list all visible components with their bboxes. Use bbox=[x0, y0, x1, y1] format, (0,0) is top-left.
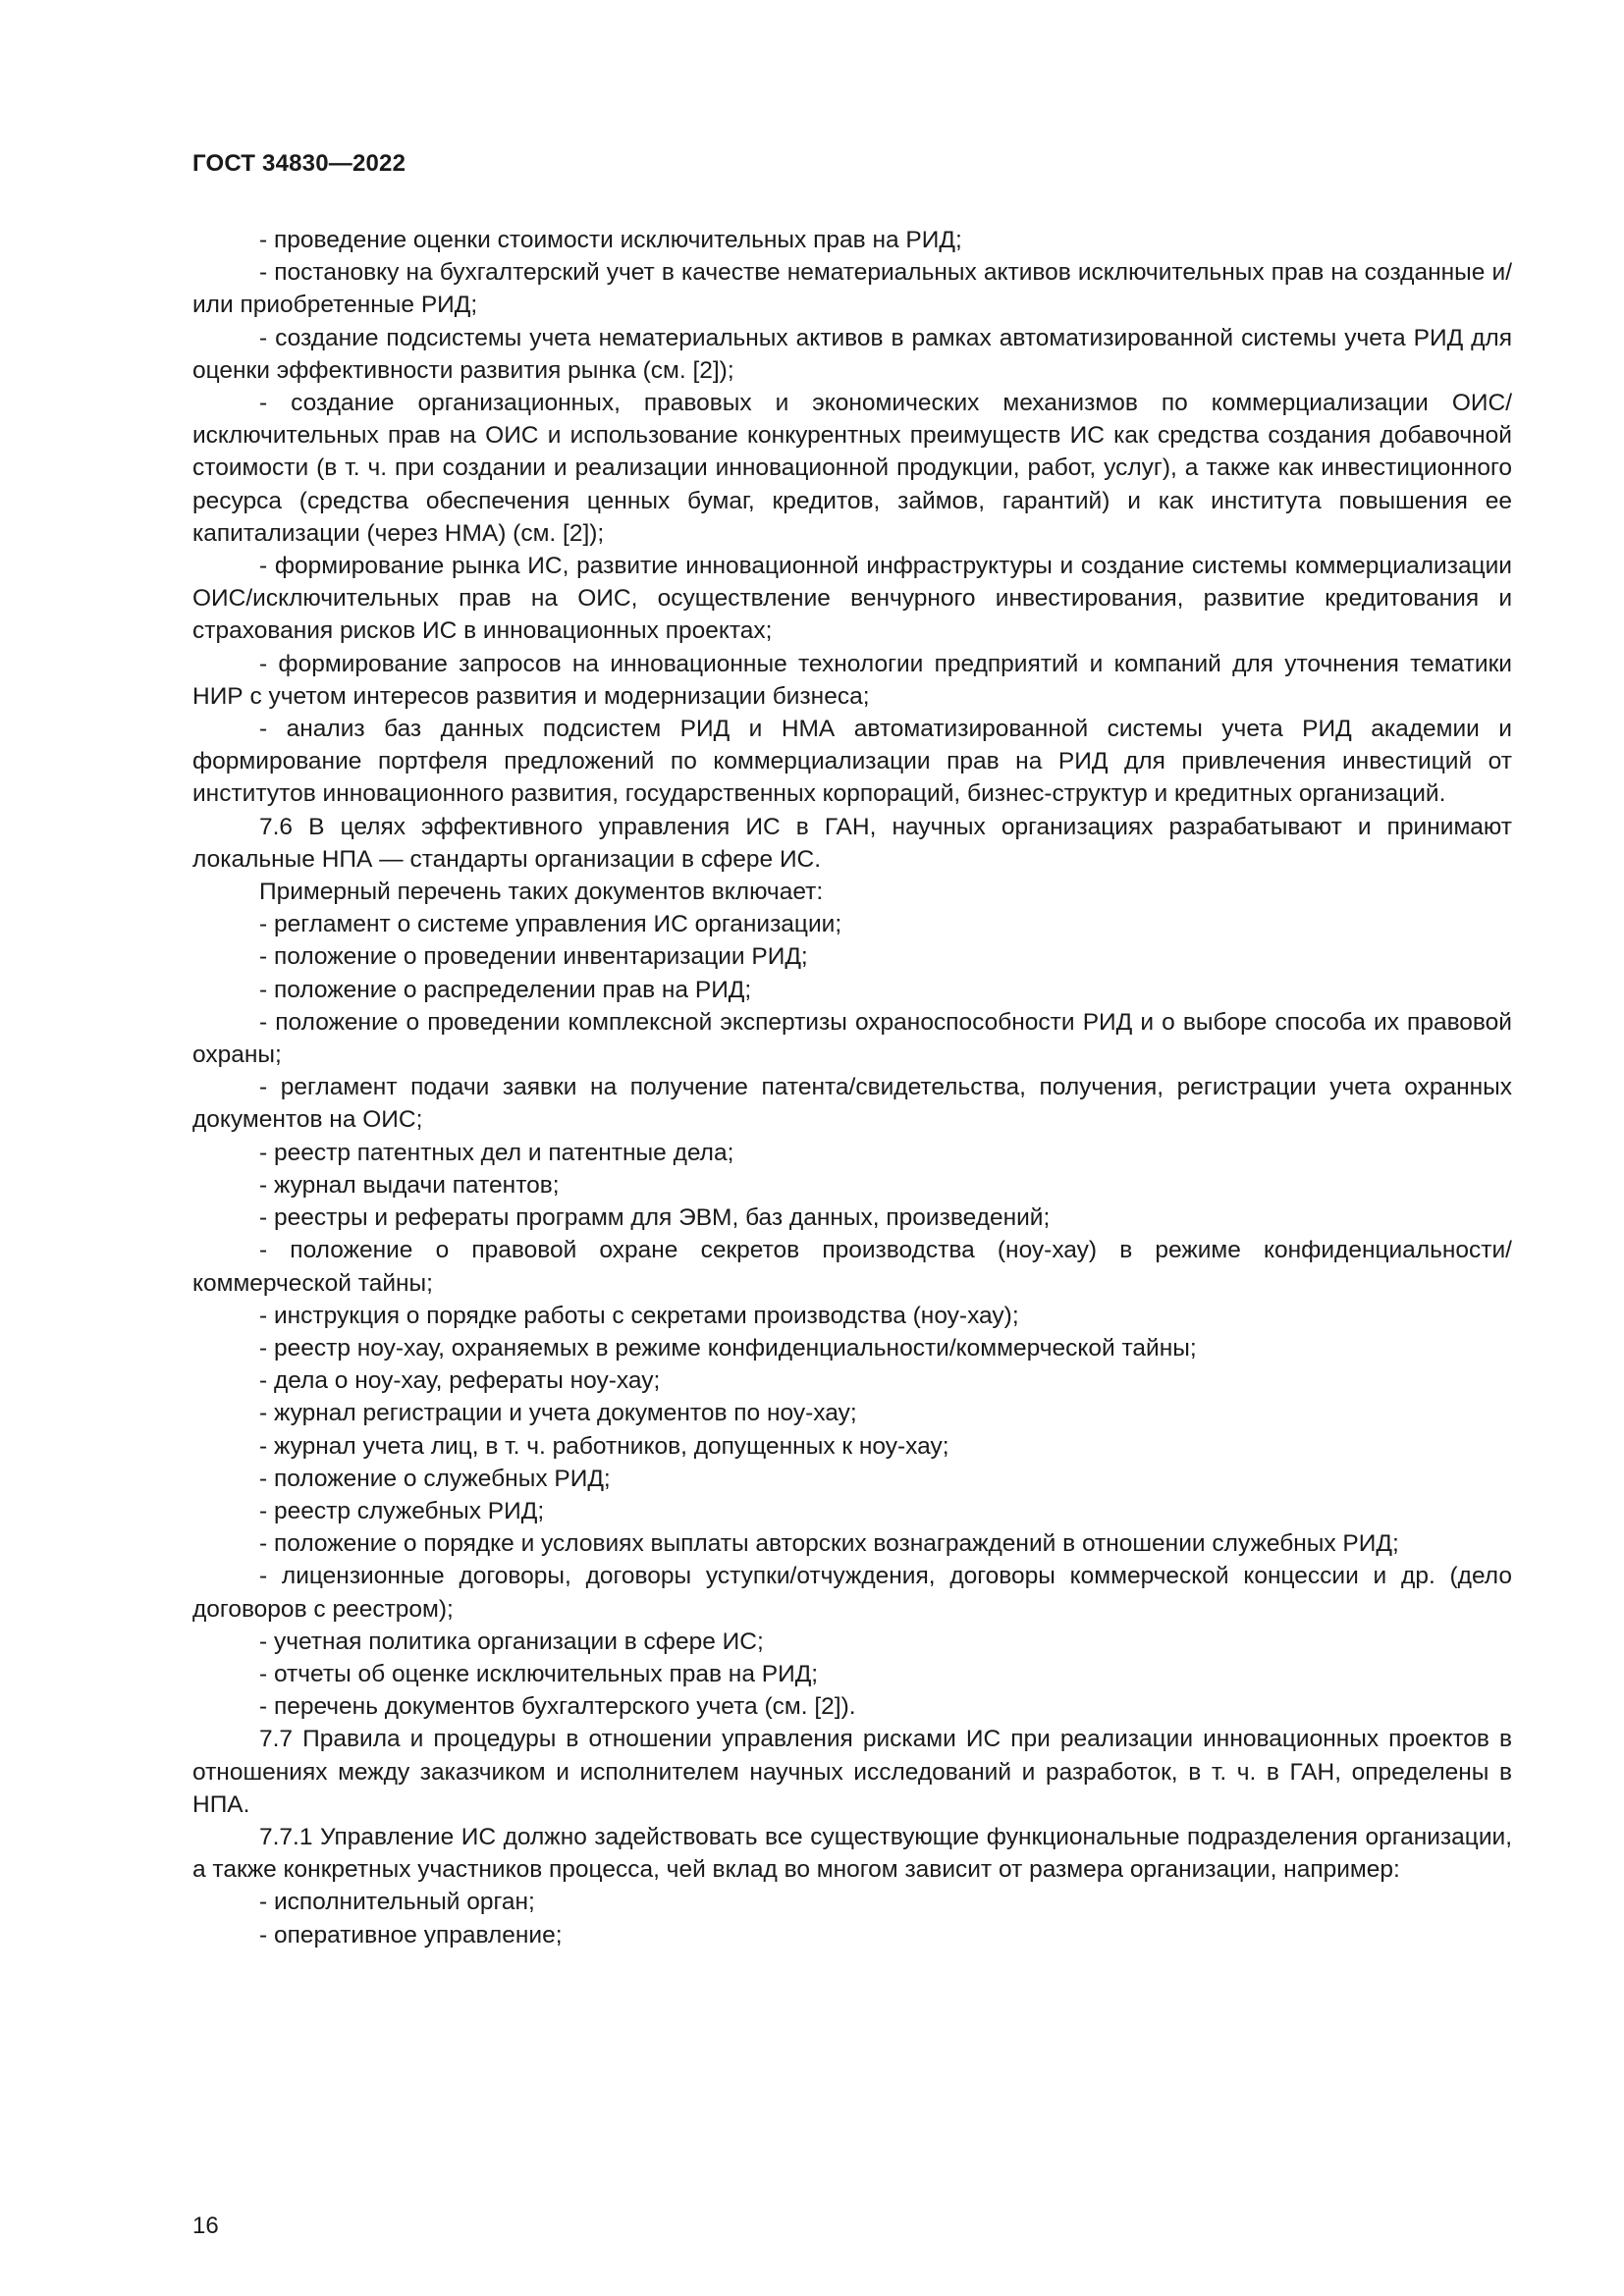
section-7-7-paragraph: 7.7 Правила и процедуры в отношении управления рисками ИС при реализации инновационных проектов в отношениях между заказчиком и исполнителем научных исследований и разработок, в т. ч. в ГАН, определены в НПА. bbox=[192, 1726, 1512, 1818]
list-item: - формирование запросов на инновационные технологии предприятий и компаний для уточнения тематики НИР с учетом интересов развития и модернизации бизнеса; bbox=[192, 650, 1512, 710]
list-item: - анализ баз данных подсистем РИД и НМА автоматизированной системы учета РИД академии и формирование портфеля предложений по коммерциализации прав на РИД для привлечения инвестиций от институтов инновационного развития, государственных корпораций, бизнес-структур и кредитных организаций. bbox=[192, 716, 1512, 808]
list-item: - инструкция о порядке работы с секретами производства (ноу-хау); bbox=[259, 1302, 1019, 1329]
list-item: - проведение оценки стоимости исключительных прав на РИД; bbox=[259, 227, 962, 253]
list-item: - реестр патентных дел и патентные дела; bbox=[259, 1139, 734, 1166]
list-item: - журнал учета лиц, в т. ч. работников, допущенных к ноу-хау; bbox=[259, 1432, 949, 1460]
list-item: - отчеты об оценке исключительных прав на РИД; bbox=[259, 1660, 819, 1687]
list-item: - дела о ноу-хау, рефераты ноу-хау; bbox=[259, 1367, 661, 1395]
list-intro-paragraph: Примерный перечень таких документов включает: bbox=[259, 879, 824, 906]
document-header: ГОСТ 34830—2022 bbox=[192, 150, 406, 177]
list-item: - регламент подачи заявки на получение патента/свидетельства, получения, регистрации учета охранных документов на ОИС; bbox=[192, 1074, 1512, 1134]
list-item: - реестры и рефераты программ для ЭВМ, баз данных, произведений; bbox=[259, 1204, 1051, 1232]
list-item: - положение о порядке и условиях выплаты авторских вознаграждений в отношении служебных РИД; bbox=[259, 1530, 1399, 1558]
list-item: - положение о проведении комплексной экспертизы охраноспособности РИД и о выборе способа их правовой охраны; bbox=[192, 1008, 1512, 1069]
list-item: - реестр ноу-хау, охраняемых в режиме конфиденциальности/коммерческой тайны; bbox=[259, 1334, 1197, 1362]
list-item: - положение о правовой охране секретов производства (ноу-хау) в режиме конфиденциальности/ коммерческой тайны; bbox=[192, 1237, 1512, 1297]
list-item: - исполнительный орган; bbox=[259, 1889, 535, 1916]
list-item: - положение о служебных РИД; bbox=[259, 1465, 611, 1492]
list-item: - журнал выдачи патентов; bbox=[259, 1171, 560, 1199]
list-item: - журнал регистрации и учета документов по ноу-хау; bbox=[259, 1400, 857, 1427]
section-7-7-1-paragraph: 7.7.1 Управление ИС должно задействовать все существующие функциональные подразделения организации, а также конкретных участников процесса, чей вклад во многом зависит от размера организации, например: bbox=[192, 1823, 1512, 1884]
list-item: - положение о проведении инвентаризации РИД; bbox=[259, 943, 808, 971]
list-item: - оперативное управление; bbox=[259, 1921, 563, 1949]
list-item: - постановку на бухгалтерский учет в качестве нематериальных активов исключительных прав на созданные и/или приобретенные РИД; bbox=[192, 259, 1512, 319]
page-number: 16 bbox=[192, 2213, 219, 2239]
list-item: - перечень документов бухгалтерского учета (см. [2]). bbox=[259, 1693, 856, 1721]
list-item: - создание подсистемы учета нематериальных активов в рамках автоматизированной системы учета РИД для оценки эффективности развития рынка (см. [2]); bbox=[192, 324, 1512, 384]
list-item: - учетная политика организации в сфере ИС; bbox=[259, 1628, 764, 1655]
document-body bbox=[192, 224, 1512, 1951]
list-item: - формирование рынка ИС, развитие инновационной инфраструктуры и создание системы коммерциализации ОИС/исключительных прав на ОИС, осуществление венчурного инвестирования, развитие кредитования и страхования рисков ИС в инновационных проектах; bbox=[192, 553, 1512, 645]
list-item: - реестр служебных РИД; bbox=[259, 1497, 545, 1524]
list-item: - положение о распределении прав на РИД; bbox=[259, 976, 752, 1003]
list-item: - лицензионные договоры, договоры уступки/отчуждения, договоры коммерческой концессии и др. (дело договоров с реестром); bbox=[192, 1563, 1512, 1623]
section-7-6-paragraph: 7.6 В целях эффективного управления ИС в ГАН, научных организациях разрабатывают и принимают локальные НПА — стандарты организации в сфере ИС. bbox=[192, 813, 1512, 873]
list-item: - создание организационных, правовых и экономических механизмов по коммерциализации ОИС/исключительных прав на ОИС и использование конкурентных преимуществ ИС как средства создания добавочной стоимости (в т. ч. при создании и реализации инновационной продукции, работ, услуг), а также как инвестиционного ресурса (средства обеспечения ценных бумаг, кредитов, займов, гарантий) и как института повышения ее капитализации (через НМА) (см. [2]); bbox=[192, 390, 1512, 547]
list-item: - регламент о системе управления ИС организации; bbox=[259, 911, 842, 938]
